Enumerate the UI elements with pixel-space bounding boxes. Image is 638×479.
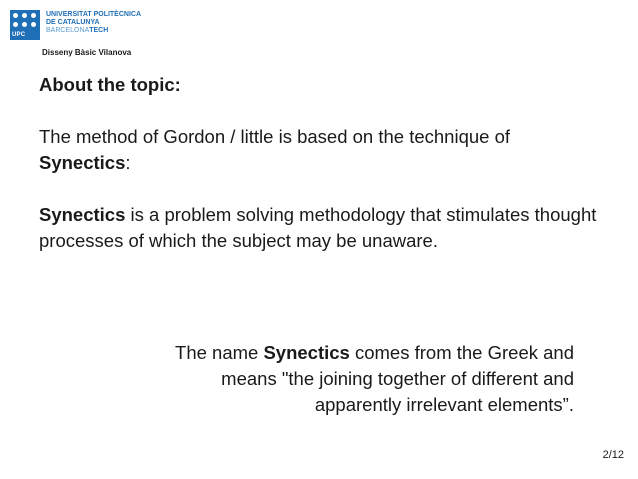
slide-heading: About the topic: [39,74,181,95]
quote-line-3: apparently irrelevant elements”. [314,394,574,415]
quote-line-1: The name Synectics comes from the Greek and [175,342,574,363]
quote-line-2: means "the joining together of different and [221,368,574,389]
paragraph-synectics-definition: Synectics is a problem solving methodology that stimulates thought processes of which the subject may be unaware. [39,204,597,251]
synectics-etymology-quote [60,340,580,418]
upc-logo-icon [10,10,40,40]
paragraph-gordon-method: The method of Gordon / little is based on the technique of Synectics: [39,126,511,173]
slide-content [39,72,599,254]
university-logo [10,10,160,60]
course-subtitle: Disseny Bàsic Vilanova [42,48,132,57]
logo-line-3: BARCELONATECH [46,27,109,34]
page-number: 2/12 [602,449,624,461]
logo-abbr: UPC [12,32,26,38]
logo-line-1: UNIVERSITAT POLITÈCNICA [46,11,142,18]
logo-line-2: DE CATALUNYA [46,19,100,26]
logo-wordmark [46,11,141,35]
